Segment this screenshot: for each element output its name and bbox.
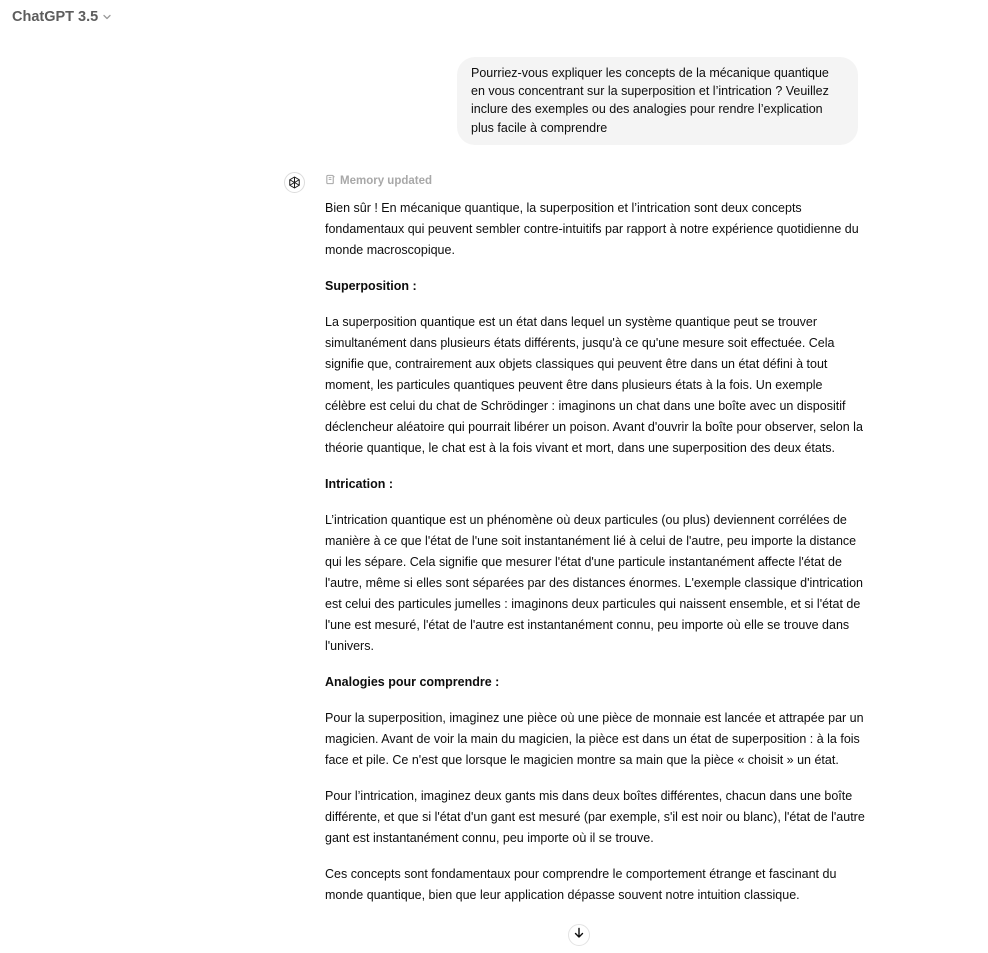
user-message xyxy=(457,57,858,145)
analogy-intrication-paragraph: Pour l’intrication, imaginez deux gants mis dans deux boîtes différentes, chacun dans une boîte différente, et que si l'état d'un gant est mesuré (par exemple, s'il est noir ou blanc), l'état de l'autre gant est instantanément connu, peu importe où il se trouve. xyxy=(325,789,865,845)
memory-updated-indicator[interactable] xyxy=(325,172,865,190)
analogy-superposition-paragraph: Pour la superposition, imaginez une pièce où une pièce de monnaie est lancée et attrapée par un magicien. Avant de voir la main du magicien, la pièce est dans un état de superposition : à la fois face et pile. Ce n'est que lorsque le magicien montre sa main que la pièce « choisit » un état. xyxy=(325,711,864,767)
conclusion-paragraph: Ces concepts sont fondamentaux pour comprendre le comportement étrange et fascinant du monde quantique, bien que leur application dépasse souvent notre intuition classique. xyxy=(325,867,837,902)
assistant-message xyxy=(325,172,865,921)
arrow-down-icon xyxy=(573,926,585,944)
superposition-heading: Superposition : xyxy=(325,279,417,293)
analogies-heading: Analogies pour comprendre : xyxy=(325,675,500,689)
scroll-to-bottom-button[interactable] xyxy=(568,924,590,946)
model-selector[interactable] xyxy=(12,9,112,25)
chevron-down-icon xyxy=(102,12,112,22)
memory-updated-label: Memory updated xyxy=(340,175,433,187)
superposition-paragraph: La superposition quantique est un état dans lequel un système quantique peut se trouver simultanément dans plusieurs états différents, jusqu'à ce qu'une mesure soit effectuée. Cela signifie que, contrairement aux objets classiques qui peuvent être dans un état défini à tout moment, les particules quantiques peuvent être dans plusieurs états à la fois. Un exemple célèbre est celui du chat de Schrödinger : imaginons un chat dans une boîte avec un dispositif déclencheur aléatoire qui pourrait libérer un poison. Avant d'ouvrir la boîte pour observer, selon la théorie quantique, le chat est à la fois vivant et mort, dans une superposition des deux états. xyxy=(325,315,863,455)
model-name: ChatGPT 3.5 xyxy=(12,9,99,25)
intrication-heading: Intrication : xyxy=(325,477,394,491)
user-message-text: Pourriez-vous expliquer les concepts de la mécanique quantique en vous concentrant sur la superposition et l’intrication ? Veuillez inclure des exemples ou des analogies pour rendre l’explication plus facile à comprendre xyxy=(471,66,829,135)
openai-logo-icon xyxy=(284,172,305,193)
memory-icon xyxy=(325,174,336,188)
intro-paragraph: Bien sûr ! En mécanique quantique, la superposition et l’intrication sont deux concepts fondamentaux qui peuvent sembler contre-intuitifs par rapport à notre expérience quotidienne du monde macroscopique. xyxy=(325,201,859,257)
intrication-paragraph: L’intrication quantique est un phénomène où deux particules (ou plus) deviennent corrélées de manière à ce que l'état de l'une soit instantanément lié à celui de l'autre, peu importe la distance qui les sépare. Cela signifie que mesurer l'état d'une particule instantanément affecte l'état de l'autre, même si elles sont séparées par des distances énormes. L'exemple classique d'intrication est celui des particules jumelles : imaginons deux particules qui naissent ensemble, et si l'état de l'une est mesuré, l'état de l'autre est instantanément connu, peu importe où elle se trouve dans l'univers. xyxy=(325,513,863,653)
